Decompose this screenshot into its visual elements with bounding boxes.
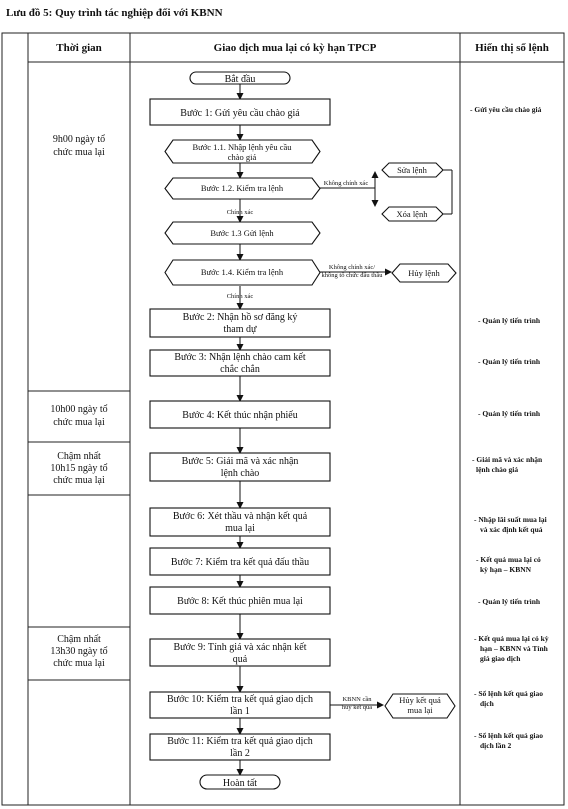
display-11: - Sổ lệnh kết quả giao dịch lần 2: [474, 731, 543, 750]
display-2: - Quản lý tiến trình: [478, 316, 541, 325]
accurate-label-2: Chính xác: [226, 293, 254, 300]
step-1-2-label: Bước 1.2. Kiểm tra lệnh: [200, 183, 284, 193]
step-1-1-label: Bước 1.1. Nhập lệnh yêu cầu chào giá: [192, 142, 292, 162]
delete-order-label: Xóa lệnh: [396, 209, 428, 219]
display-7: - Kết quả mua lại có kỳ hạn – KBNN: [476, 555, 541, 574]
display-6: - Nhập lãi suất mua lại và xác định kết quả: [474, 515, 547, 534]
step-8-label: Bước 8: Kết thúc phiên mua lại: [177, 596, 303, 607]
edit-order-label: Sửa lệnh: [397, 165, 427, 175]
not-accurate-label-2: Không chính xác/ không tổ chức đấu thầu: [321, 264, 383, 279]
step-1-3-label: Bước 1.3 Gửi lệnh: [210, 228, 274, 238]
header-time: Thời gian: [56, 42, 102, 54]
display-1: - Gửi yêu cầu chào giá: [470, 105, 542, 114]
time-label-2: 10h00 ngày tổ chức mua lại: [50, 404, 108, 428]
kbnn-cancel-label: KBNN cần hủy kết quả: [341, 696, 373, 711]
display-3: - Quản lý tiến trình: [478, 357, 541, 366]
step-1-label: Bước 1: Gửi yêu cầu chào giá: [180, 108, 300, 119]
step-10-label: Bước 10: Kiểm tra kết quả giao dịch lần 1: [167, 694, 313, 717]
header-process: Giao dịch mua lại có kỳ hạn TPCP: [213, 42, 377, 54]
step-4-label: Bước 4: Kết thúc nhận phiếu: [182, 410, 298, 421]
display-9: - Kết quả mua lại có kỳ hạn – KBNN và Tính giá giao dịch: [474, 634, 549, 663]
step-7-label: Bước 7: Kiểm tra kết quả đấu thầu: [170, 557, 310, 568]
step-1-4-label: Bước 1.4. Kiểm tra lệnh: [200, 267, 284, 277]
step-11-label: Bước 11: Kiểm tra kết quả giao dịch lần 2: [167, 736, 313, 759]
step-9-label: Bước 9: Tính giá và xác nhận kết quả: [173, 642, 307, 665]
step-5-label: Bước 5: Giải mã và xác nhận lệnh chào: [181, 456, 299, 479]
end-label: Hoàn tất: [222, 778, 258, 789]
cancel-order-label: Hủy lệnh: [408, 268, 440, 278]
header-display: Hiển thị sổ lệnh: [475, 42, 549, 54]
cancel-result-label: Hủy kết quả mua lại: [399, 695, 441, 715]
not-accurate-label: Không chính xác: [323, 180, 369, 187]
display-4: - Quản lý tiến trình: [478, 409, 541, 418]
display-5: - Giải mã và xác nhận lệnh chào giá: [472, 455, 543, 474]
time-label-1: 9h00 ngày tổ chức mua lại: [52, 134, 106, 158]
start-label: Bắt đầu: [224, 74, 256, 85]
display-10: - Sổ lệnh kết quả giao dịch: [474, 689, 543, 708]
step-3-label: Bước 3: Nhận lệnh chào cam kết chắc chắn: [174, 352, 306, 375]
step-2-label: Bước 2: Nhận hồ sơ đăng ký tham dự: [182, 312, 298, 335]
time-label-3: Chậm nhất 10h15 ngày tổ chức mua lại: [50, 451, 108, 486]
accurate-label-1: Chính xác: [226, 209, 254, 216]
step-6-label: Bước 6: Xét thầu và nhận kết quả mua lại: [172, 511, 308, 534]
diagram-title: Lưu đồ 5: Quy trình tác nghiệp đối với KBNN: [6, 7, 223, 19]
time-label-4: Chậm nhất 13h30 ngày tổ chức mua lại: [50, 634, 108, 669]
display-8: - Quản lý tiến trình: [478, 597, 541, 606]
